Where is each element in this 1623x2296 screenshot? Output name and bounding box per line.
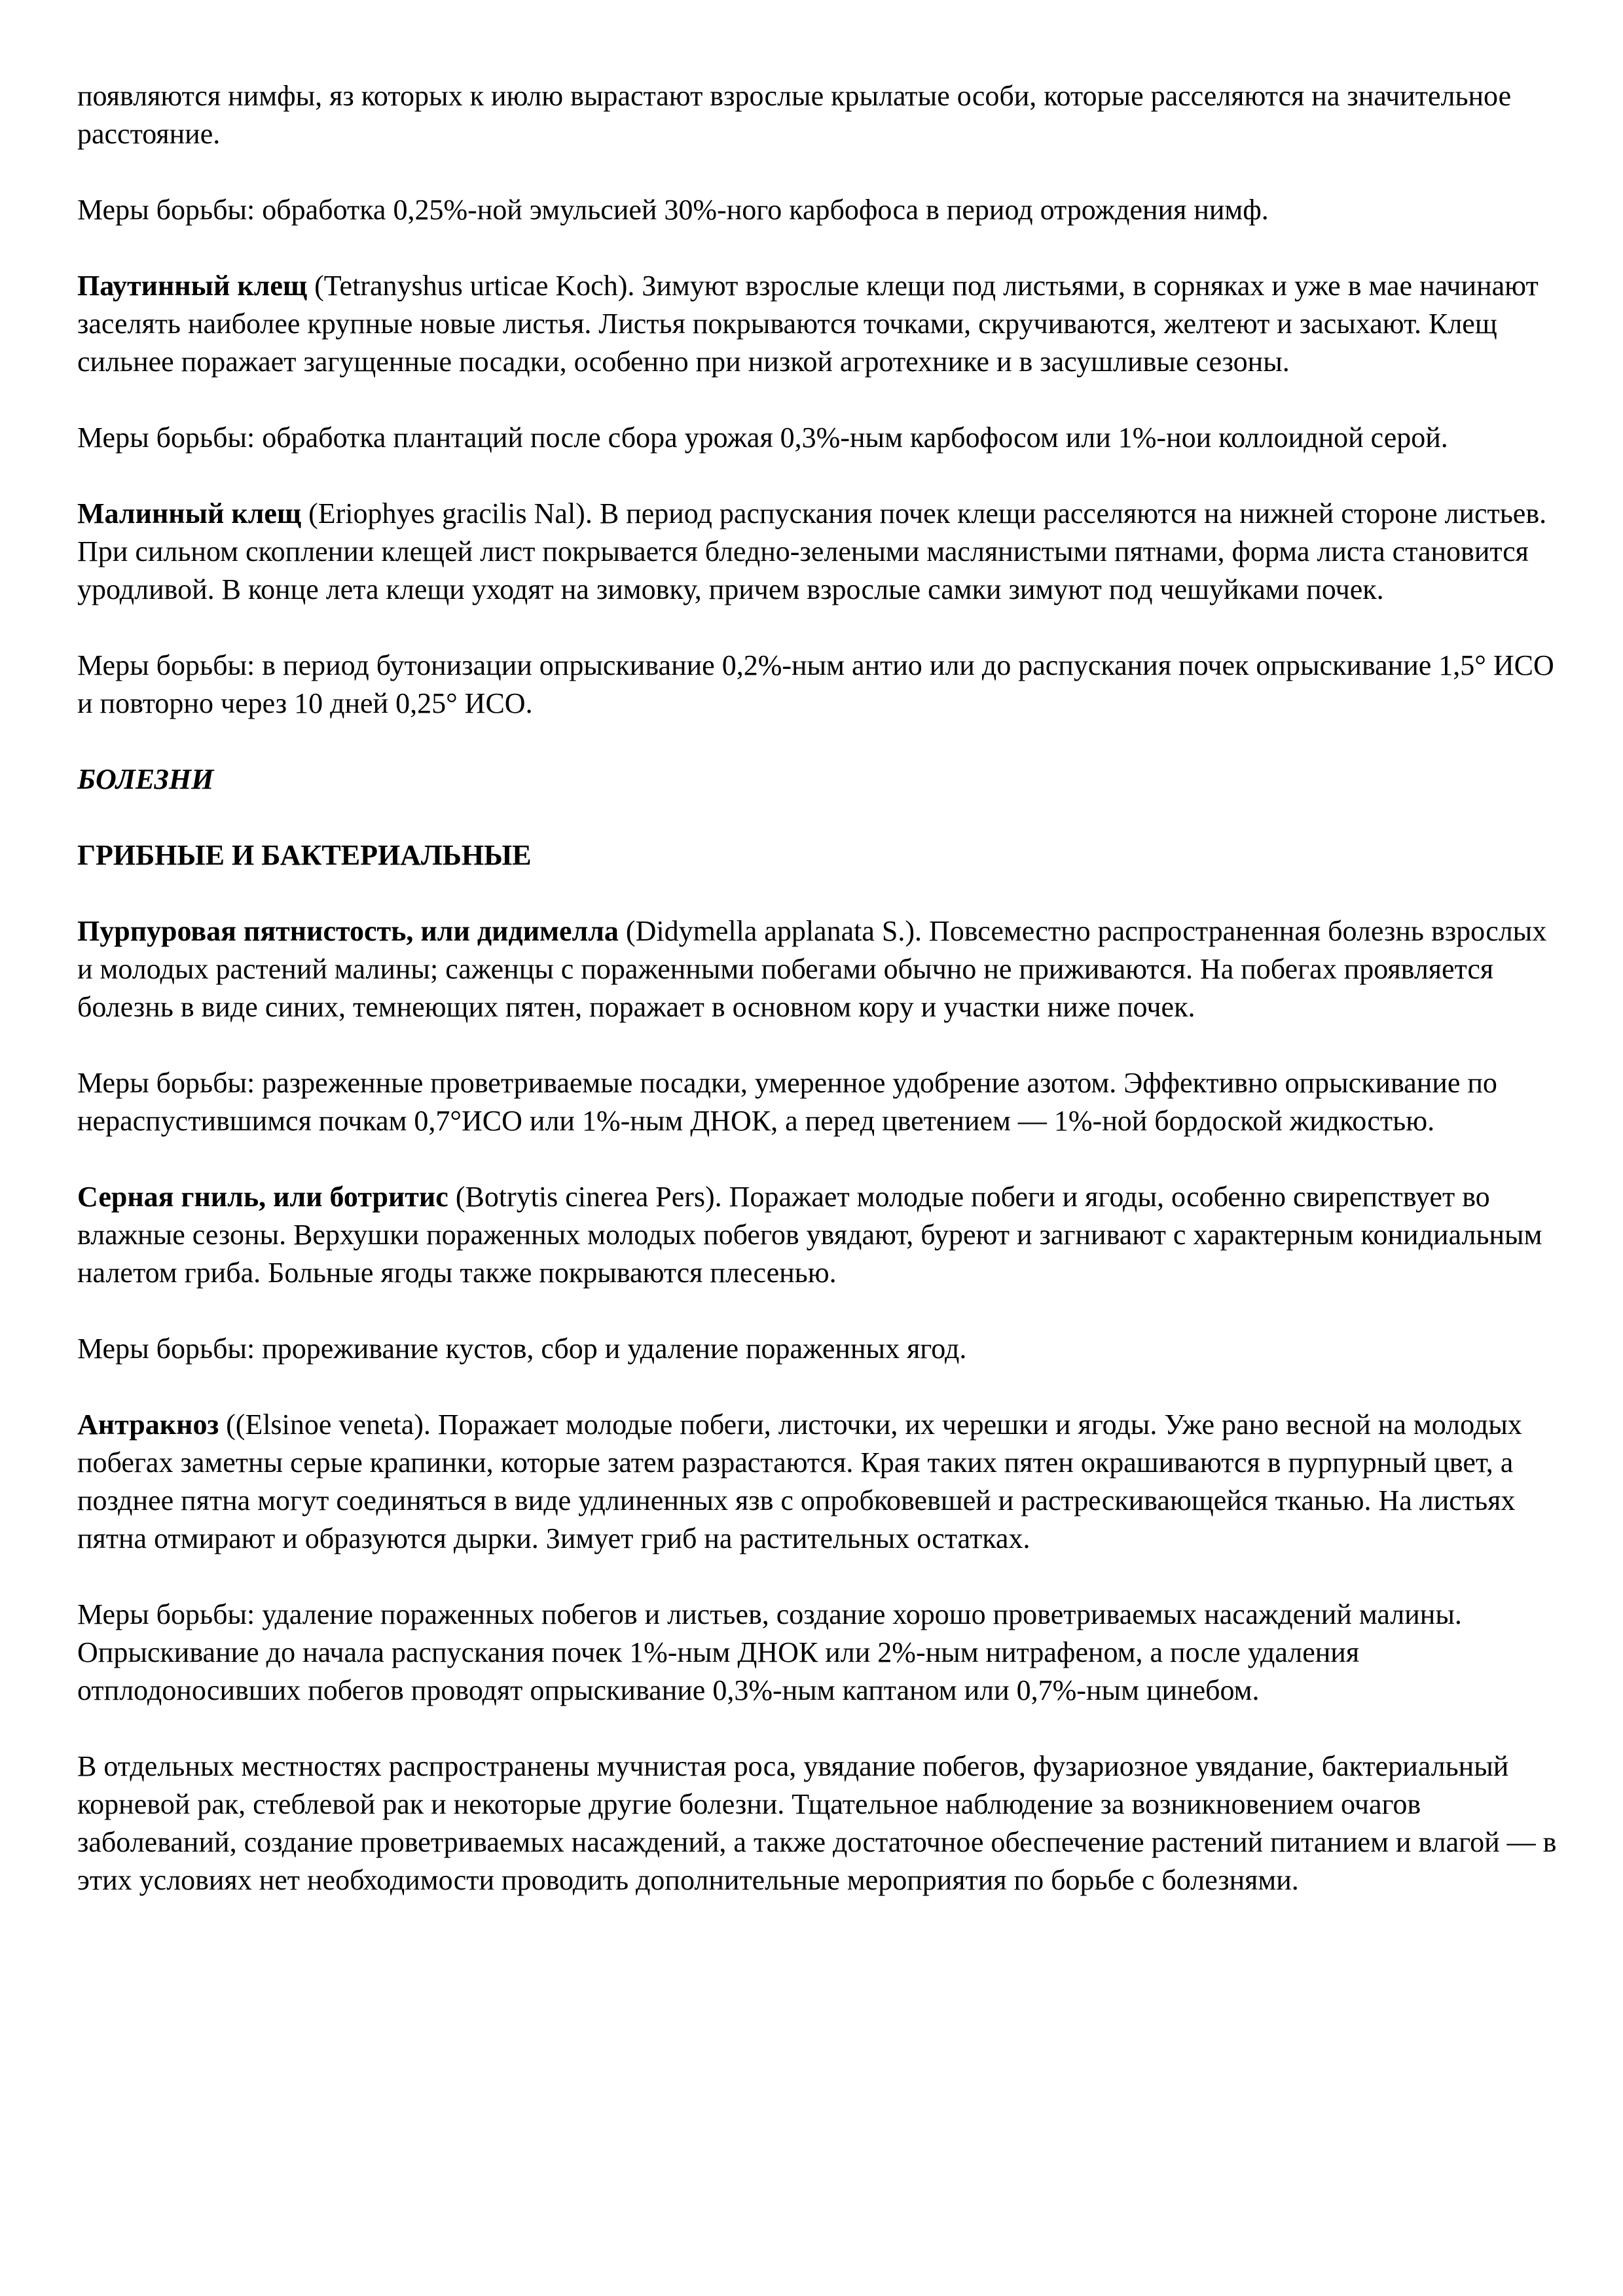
paragraph-spider-mite — [77, 267, 1563, 381]
text-raspberry-mite: (Eriophyes gracilis Nal). В период распускания почек клещи расселяются на нижней стороне листьев. При сильном скоплении клещей лист покрывается бледно-зелеными маслянистыми пятнами, форма листа становится уродливой. В конце лета клещи уходят на зимовку, причем взрослые самки зимуют под чешуйками почек. — [77, 497, 1547, 605]
heading-diseases: БОЛЕЗНИ — [77, 763, 214, 795]
text-gray-rot: (Botrytis cinerea Pers). Поражает молодые побеги и ягоды, особенно свирепствует во влажные сезоны. Верхушки пораженных молодых побегов увядают, буреют и загнивают с характерным конидиальным налетом гриба. Больные ягоды также покрываются плесенью. — [77, 1181, 1542, 1289]
text-anthracnose: ((Elsinoe veneta). Поражает молодые побеги, листочки, их черешки и ягоды. Уже рано весной на молодых побегах заметны серые крапинки, которые затем разрастаются. Края таких пятен окрашиваются в пурпурный цвет, а позднее пятна могут соединяться в виде удлиненных язв с опробковевшей и растрескивающейся тканью. На листьях пятна отмирают и образуются дырки. Зимует гриб на растительных остатках. — [77, 1408, 1522, 1554]
text-purple-spot: (Didymella applanata S.). Повсеместно распространенная болезнь взрослых и молодых растений малины; саженцы с пораженными побегами обычно не приживаются. На побегах проявляется болезнь в виде синих, темнеющих пятен, поражает в основном кору и участки ниже почек. — [77, 915, 1547, 1023]
term-raspberry-mite: Малинный клещ — [77, 497, 302, 529]
text-spider-mite: (Tetranyshus urticae Koch). Зимуют взрослые клещи под листьями, в сорняках и уже в мае начинают заселять наиболее крупные новые листья. Листья покрываются точками, скручиваются, желтеют и засыхают. Клещ сильнее поражает загущенные посадки, особенно при низкой агротехнике и в засушливые сезоны. — [77, 270, 1539, 378]
paragraph-control-purple-spot: Меры борьбы: разреженные проветриваемые посадки, умеренное удобрение азотом. Эффективно опрыскивание по нераспустившимся почкам 0,7°ИСО или 1%-ным ДНОК, а перед цветением — 1%-ной бордоской жидкостью. — [77, 1067, 1497, 1137]
term-anthracnose: Антракноз — [77, 1408, 219, 1441]
term-gray-rot: Серная гниль, или ботритис — [77, 1181, 448, 1213]
paragraph-anthracnose — [77, 1406, 1563, 1558]
paragraph-control-spider-mite: Меры борьбы: обработка плантаций после сбора урожая 0,3%-ным карбофосом или 1%-нои коллоидной серой. — [77, 422, 1448, 454]
document-page — [77, 77, 1563, 1899]
paragraph-gray-rot — [77, 1178, 1563, 1292]
term-purple-spot: Пурпуровая пятнистость, или дидимелла — [77, 915, 619, 947]
paragraph-other-diseases: В отдельных местностях распространены мучнистая роса, увядание побегов, фузариозное увядание, бактериальный корневой рак, стеблевой рак и некоторые другие болезни. Тщательное наблюдение за возникновением очагов заболеваний, создание проветриваемых насаждений, а также достаточное обеспечение растений питанием и влагой — в этих условиях нет необходимости проводить дополнительные мероприятия по борьбе с болезнями. — [77, 1750, 1557, 1896]
paragraph-control-nymphs: Меры борьбы: обработка 0,25%-ной эмульсией 30%-ного карбофоса в период отрождения нимф. — [77, 194, 1269, 226]
paragraph-purple-spot — [77, 912, 1563, 1026]
paragraph-control-anthracnose: Меры борьбы: удаление пораженных побегов и листьев, создание хорошо проветриваемых насаждений малины. Опрыскивание до начала распускания почек 1%-ным ДНОК или 2%-ным нитрафеном, а после удаления отплодоносивших побегов проводят опрыскивание 0,3%-ным каптаном или 0,7%-ным цинебом. — [77, 1598, 1462, 1706]
paragraph-raspberry-mite — [77, 495, 1563, 609]
paragraph-control-gray-rot: Меры борьбы: прореживание кустов, сбор и удаление пораженных ягод. — [77, 1333, 967, 1365]
paragraph-control-raspberry-mite: Меры борьбы: в период бутонизации опрыскивание 0,2%-ным антио или до распускания почек опрыскивание 1,5° ИСО и повторно через 10 дней 0,25° ИСО. — [77, 649, 1554, 719]
paragraph-nymphs: появляются нимфы, яз которых к июлю вырастают взрослые крылатые особи, которые расселяются на значительное расстояние. — [77, 80, 1512, 150]
term-spider-mite: Паутинный клещ — [77, 270, 308, 302]
heading-fungal-bacterial: ГРИБНЫЕ И БАКТЕРИАЛЬНЫЕ — [77, 839, 532, 871]
